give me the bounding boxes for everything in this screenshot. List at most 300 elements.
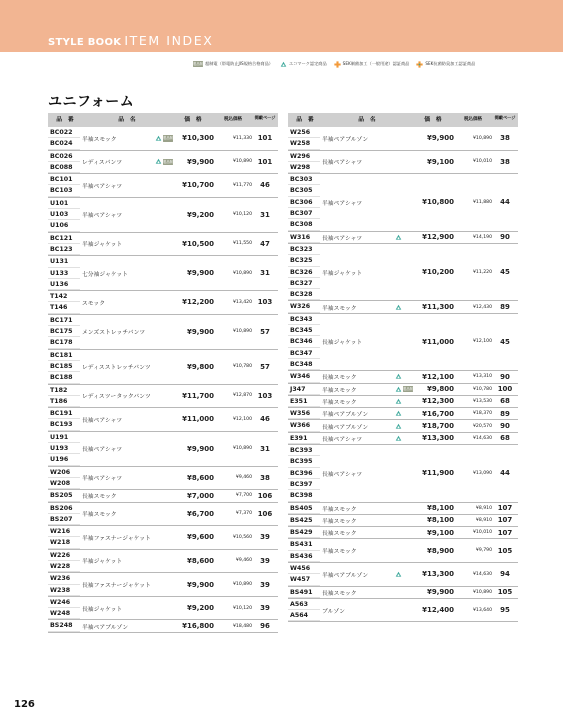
- col-header-code: 品 番: [296, 117, 314, 123]
- item-price: ¥10,700: [182, 181, 214, 190]
- table-row: [288, 445, 518, 502]
- item-page: 89: [500, 409, 510, 418]
- item-price: ¥12,400: [422, 606, 454, 615]
- table-row: [48, 127, 278, 151]
- item-tax-price: ¥8,910: [475, 517, 492, 523]
- item-name: 長袖スモック: [322, 590, 357, 597]
- item-code: BC185: [48, 361, 80, 372]
- item-name: 半袖スモック: [322, 506, 357, 513]
- item-price: ¥11,000: [182, 415, 214, 424]
- item-page: 106: [257, 491, 273, 500]
- item-code: BC303: [288, 174, 320, 185]
- item-price: ¥18,700: [422, 422, 454, 431]
- table-row: [288, 408, 518, 420]
- item-tax-price: ¥20,570: [473, 423, 492, 429]
- item-name: 長袖ペアブルゾン: [322, 424, 369, 431]
- table-row: [48, 408, 278, 432]
- item-code: A564: [288, 610, 320, 621]
- item-tax-price: ¥11,330: [233, 135, 252, 141]
- item-code: BC024: [48, 138, 80, 149]
- item-price: ¥12,100: [422, 372, 454, 381]
- item-code: W208: [48, 478, 80, 489]
- item-code: W216: [48, 526, 80, 537]
- table-row: [288, 527, 518, 539]
- item-code: BC348: [288, 359, 320, 370]
- item-code: BC323: [288, 244, 320, 255]
- item-page: 94: [500, 570, 510, 579]
- item-name: 半袖ジャケット: [82, 559, 123, 566]
- item-page: 101: [257, 134, 273, 143]
- item-code: BC347: [288, 348, 320, 359]
- item-name: 七分袖ジャケット: [82, 271, 128, 278]
- item-code: U133: [48, 268, 80, 279]
- col-header-price: 価 格: [184, 117, 202, 123]
- table-row: [288, 174, 518, 231]
- item-code: BC308: [288, 219, 320, 230]
- legend-item-sek-teal: [416, 61, 475, 68]
- item-code: BS425: [288, 515, 320, 526]
- item-code: BC346: [288, 336, 320, 347]
- table-row: [48, 597, 278, 621]
- item-name: 長袖ペアシャツ: [322, 160, 363, 167]
- item-tax-price: ¥13,090: [473, 470, 492, 476]
- item-code: BC306: [288, 197, 320, 208]
- item-name: 半袖ペアブルゾン: [322, 412, 369, 419]
- item-name: 長袖スモック: [322, 375, 357, 382]
- item-code: W258: [288, 138, 320, 149]
- col-header-price: 価 格: [424, 117, 442, 123]
- table-row: [48, 620, 278, 632]
- item-tax-price: ¥10,890: [233, 329, 252, 335]
- item-name: 長袖ジャケット: [82, 606, 123, 613]
- item-page: 90: [500, 233, 510, 242]
- eco-mark-icon: [395, 398, 402, 405]
- item-name: 半袖ジャケット: [322, 270, 363, 277]
- item-code: BS436: [288, 551, 320, 562]
- item-code: BC395: [288, 456, 320, 467]
- item-price: ¥9,100: [426, 528, 454, 537]
- item-tax-price: ¥18,370: [473, 411, 492, 417]
- item-name: スモック: [82, 300, 106, 307]
- item-name: 半袖ペアブルゾン: [322, 136, 369, 143]
- item-code: BC101: [48, 174, 80, 185]
- icon-legend: [193, 58, 482, 70]
- item-code: W246: [48, 597, 80, 608]
- eco-mark-icon: [395, 373, 402, 380]
- table-row: [288, 587, 518, 599]
- item-page: 46: [260, 415, 270, 424]
- item-name: 半袖ペアシャツ: [82, 183, 123, 190]
- item-code: BC305: [288, 185, 320, 196]
- item-tax-price: ¥7,370: [235, 511, 252, 517]
- sek-teal-icon: [416, 61, 423, 68]
- item-price: ¥9,900: [186, 444, 214, 453]
- item-page: 107: [497, 516, 513, 525]
- item-price: ¥16,800: [182, 622, 214, 631]
- item-tax-price: ¥10,890: [233, 582, 252, 588]
- eco-mark-icon: [280, 61, 287, 68]
- item-code: W346: [288, 371, 320, 382]
- eco-mark-icon: [395, 571, 402, 578]
- table-row: [48, 151, 278, 175]
- table-row: [48, 550, 278, 574]
- item-code: BC123: [48, 244, 80, 255]
- item-tax-price: ¥12,100: [473, 339, 492, 345]
- item-price: ¥8,100: [426, 516, 454, 525]
- item-tax-price: ¥7,700: [235, 493, 252, 499]
- col-header-code: 品 番: [56, 117, 74, 123]
- section-title: ユニフォーム: [48, 94, 135, 110]
- table-row: [288, 433, 518, 445]
- item-page: 31: [260, 210, 270, 219]
- item-name: レディスツータックパンツ: [82, 394, 151, 401]
- item-code: W356: [288, 408, 320, 419]
- item-code: BS405: [288, 503, 320, 514]
- item-table-right: [288, 113, 518, 622]
- item-page: 101: [257, 157, 273, 166]
- table-header: [48, 113, 278, 127]
- item-price: ¥13,300: [422, 570, 454, 579]
- item-name: ブルゾン: [322, 608, 345, 615]
- item-name: 長袖ペアシャツ: [82, 417, 123, 424]
- item-name: 半袖ペアブルゾン: [322, 572, 369, 579]
- eco-mark-icon: [395, 304, 402, 311]
- item-code: U193: [48, 443, 80, 454]
- col-header-page: 掲載ページ: [494, 114, 516, 120]
- item-page: 107: [497, 528, 513, 537]
- table-row: [288, 232, 518, 244]
- item-code: W226: [48, 550, 80, 561]
- item-page: 107: [497, 504, 513, 513]
- item-code: BS431: [288, 539, 320, 550]
- sek-orange-icon: [334, 61, 341, 68]
- item-tax-price: ¥12,100: [233, 416, 252, 422]
- eco-mark-icon: [395, 423, 402, 430]
- legend-label-fabric: 超制電（帯電防止JIS規格合格商品）: [205, 61, 273, 66]
- item-code: U191: [48, 432, 80, 443]
- item-code: J347: [288, 384, 320, 395]
- item-page: 103: [257, 391, 273, 400]
- item-page: 45: [500, 337, 510, 346]
- table-row: [288, 420, 518, 432]
- item-price: ¥11,000: [422, 337, 454, 346]
- table-row: [48, 291, 278, 315]
- item-page: 39: [260, 533, 270, 542]
- table-row: [288, 396, 518, 408]
- item-name: 長袖ペアシャツ: [82, 447, 123, 454]
- table-row: [288, 301, 518, 313]
- table-row: [288, 539, 518, 563]
- item-code: W236: [48, 573, 80, 584]
- item-code: T182: [48, 385, 80, 396]
- item-code: W326: [288, 301, 320, 312]
- item-name: メンズストレッチパンツ: [82, 330, 146, 337]
- table-row: [48, 256, 278, 291]
- legend-item-sek-orange: [334, 61, 410, 68]
- item-page: 95: [500, 606, 510, 615]
- item-code: BC103: [48, 185, 80, 196]
- item-name: 長袖スモック: [322, 531, 357, 538]
- item-tax-price: ¥10,560: [233, 534, 252, 540]
- item-page: 68: [500, 434, 510, 443]
- table-row: [48, 432, 278, 467]
- item-name: 半袖スモック: [322, 399, 357, 406]
- item-tax-price: ¥11,770: [233, 182, 252, 188]
- item-code: BC088: [48, 162, 80, 173]
- item-price: ¥9,800: [186, 362, 214, 371]
- table-body: [48, 127, 278, 633]
- item-price: ¥12,300: [422, 397, 454, 406]
- item-tax-price: ¥10,010: [473, 530, 492, 536]
- item-price: ¥9,900: [426, 134, 454, 143]
- item-name: 長袖ペアシャツ: [322, 235, 363, 242]
- item-code: BC398: [288, 490, 320, 501]
- table-row: [288, 244, 518, 301]
- item-name: レディスパンツ: [82, 160, 123, 167]
- table-row: [288, 371, 518, 383]
- item-page: 105: [497, 546, 513, 555]
- legend-label-sek-orange: SEK制菌加工（一般用途）認証商品: [342, 61, 410, 66]
- table-row: [288, 563, 518, 587]
- item-code: W218: [48, 537, 80, 548]
- table-body: [288, 127, 518, 622]
- eco-mark-icon: [395, 234, 402, 241]
- item-page: 105: [497, 588, 513, 597]
- item-tax-price: ¥18,480: [233, 623, 252, 629]
- item-tax-price: ¥13,530: [473, 398, 492, 404]
- item-code: E351: [288, 396, 320, 407]
- item-table-left: [48, 113, 278, 633]
- item-page: 57: [260, 327, 270, 336]
- item-tax-price: ¥9,460: [235, 475, 252, 481]
- item-price: ¥9,900: [186, 580, 214, 589]
- col-header-tax: 税込価格: [224, 117, 242, 122]
- item-page: 44: [500, 469, 510, 478]
- item-name: 長袖ファスナージャケット: [82, 583, 151, 590]
- item-price: ¥9,100: [426, 157, 454, 166]
- item-name: レディスストレッチパンツ: [82, 365, 151, 372]
- item-tax-price: ¥13,640: [473, 607, 492, 613]
- item-tax-price: ¥10,120: [233, 212, 252, 218]
- header-title: [48, 33, 213, 50]
- item-price: ¥10,300: [182, 134, 214, 143]
- table-row: [48, 503, 278, 527]
- item-price: ¥12,900: [422, 233, 454, 242]
- legend-item-eco: [280, 61, 327, 68]
- item-code: BC307: [288, 208, 320, 219]
- header-brand: STYLE BOOK: [48, 37, 122, 48]
- eco-mark-icon: [155, 158, 162, 165]
- item-page: 46: [260, 181, 270, 190]
- legend-label-eco: エコマーク認定商品: [288, 61, 327, 66]
- table-row: [288, 384, 518, 396]
- item-page: 90: [500, 422, 510, 431]
- item-tax-price: ¥10,120: [233, 605, 252, 611]
- item-code: E391: [288, 433, 320, 444]
- item-tax-price: ¥10,890: [233, 159, 252, 165]
- item-price: ¥8,600: [186, 556, 214, 565]
- item-page: 106: [257, 509, 273, 518]
- item-tax-price: ¥11,220: [473, 269, 492, 275]
- table-row: [48, 233, 278, 257]
- header-index-title: ITEM INDEX: [124, 33, 214, 48]
- item-tax-price: ¥12,870: [233, 393, 252, 399]
- item-tax-price: ¥9,790: [475, 548, 492, 554]
- item-price: ¥10,200: [422, 268, 454, 277]
- item-tax-price: ¥10,780: [473, 386, 492, 392]
- item-code: W457: [288, 574, 320, 585]
- item-code: U196: [48, 454, 80, 465]
- item-code: U136: [48, 279, 80, 290]
- item-name: 長袖スモック: [82, 494, 117, 501]
- fabric-badge-icon: 製品制: [193, 61, 203, 66]
- item-price: ¥9,900: [186, 157, 214, 166]
- item-name: 半袖ペアシャツ: [82, 213, 123, 220]
- item-price: ¥16,700: [422, 409, 454, 418]
- item-name: 半袖スモック: [322, 387, 357, 394]
- table-row: [48, 198, 278, 233]
- item-page: 39: [260, 604, 270, 613]
- item-code: BC396: [288, 468, 320, 479]
- item-code: W316: [288, 232, 320, 243]
- item-tax-price: ¥10,780: [233, 364, 252, 370]
- item-price: ¥11,900: [422, 469, 454, 478]
- item-price: ¥9,900: [426, 588, 454, 597]
- item-code: W228: [48, 561, 80, 572]
- fabric-badge-icon: 製品制: [403, 386, 413, 391]
- item-page: 103: [257, 298, 273, 307]
- item-tax-price: ¥10,890: [233, 446, 252, 452]
- table-row: [288, 599, 518, 623]
- item-code: T186: [48, 396, 80, 407]
- item-price: ¥9,900: [186, 327, 214, 336]
- item-code: BC022: [48, 127, 80, 138]
- item-price: ¥9,900: [186, 269, 214, 278]
- item-price: ¥7,000: [186, 491, 214, 500]
- item-code: BS248: [48, 620, 80, 631]
- table-row: [48, 467, 278, 491]
- table-row: [288, 127, 518, 151]
- item-price: ¥9,600: [186, 533, 214, 542]
- eco-mark-icon: [395, 435, 402, 442]
- table-row: [288, 515, 518, 527]
- table-row: [288, 314, 518, 371]
- legend-item-fabric: [193, 61, 273, 68]
- table-row: [288, 151, 518, 175]
- item-code: BC175: [48, 326, 80, 337]
- item-tax-price: ¥14,190: [473, 234, 492, 240]
- table-row: [48, 385, 278, 409]
- item-tax-price: ¥14,630: [473, 435, 492, 441]
- item-name: 半袖スモック: [82, 512, 117, 519]
- item-name: 長袖ジャケット: [322, 340, 363, 347]
- eco-mark-icon: [395, 410, 402, 417]
- item-page: 39: [260, 580, 270, 589]
- item-tax-price: ¥14,630: [473, 571, 492, 577]
- item-page: 39: [260, 556, 270, 565]
- item-tax-price: ¥11,880: [473, 199, 492, 205]
- item-code: W298: [288, 162, 320, 173]
- item-code: W366: [288, 420, 320, 431]
- item-price: ¥12,200: [182, 298, 214, 307]
- item-tax-price: ¥10,010: [473, 159, 492, 165]
- item-tax-price: ¥10,890: [473, 135, 492, 141]
- item-name: 半袖ペアシャツ: [82, 476, 123, 483]
- item-code: BS207: [48, 514, 80, 525]
- item-code: T142: [48, 291, 80, 302]
- item-page: 31: [260, 444, 270, 453]
- item-code: BC193: [48, 419, 80, 430]
- item-code: BC191: [48, 408, 80, 419]
- item-code: BC328: [288, 289, 320, 300]
- item-code: A563: [288, 599, 320, 610]
- item-code: W256: [288, 127, 320, 138]
- item-code: BC326: [288, 267, 320, 278]
- table-row: [48, 315, 278, 350]
- item-code: W238: [48, 585, 80, 596]
- item-code: BC188: [48, 372, 80, 383]
- item-price: ¥9,800: [426, 385, 454, 394]
- item-price: ¥8,900: [426, 546, 454, 555]
- item-page: 31: [260, 269, 270, 278]
- item-price: ¥10,500: [182, 239, 214, 248]
- item-code: BC121: [48, 233, 80, 244]
- item-tax-price: ¥11,550: [233, 241, 252, 247]
- item-price: ¥10,800: [422, 198, 454, 207]
- item-code: W296: [288, 151, 320, 162]
- item-code: T146: [48, 302, 80, 313]
- item-name: 半袖スモック: [82, 136, 117, 143]
- item-code: U106: [48, 220, 80, 231]
- item-code: BC343: [288, 314, 320, 325]
- page-number: 126: [14, 699, 35, 710]
- table-row: [288, 503, 518, 515]
- item-name: 半袖ペアシャツ: [322, 200, 363, 207]
- col-header-tax: 税込価格: [464, 117, 482, 122]
- item-name: 半袖スモック: [322, 305, 357, 312]
- fabric-badge-icon: 製品制: [163, 159, 173, 164]
- legend-label-sek-teal: SEK抗菌防臭加工認証商品: [425, 61, 476, 66]
- item-price: ¥8,600: [186, 473, 214, 482]
- item-code: BC393: [288, 445, 320, 456]
- item-price: ¥11,300: [422, 303, 454, 312]
- item-name: 半袖ペアブルゾン: [82, 624, 129, 631]
- item-page: 90: [500, 372, 510, 381]
- item-page: 38: [260, 473, 270, 482]
- item-code: U131: [48, 256, 80, 267]
- item-price: ¥9,200: [186, 604, 214, 613]
- item-tax-price: ¥13,310: [473, 374, 492, 380]
- item-code: BC171: [48, 315, 80, 326]
- item-code: U101: [48, 198, 80, 209]
- item-code: BC345: [288, 325, 320, 336]
- item-page: 68: [500, 397, 510, 406]
- item-price: ¥13,300: [422, 434, 454, 443]
- item-code: BC325: [288, 255, 320, 266]
- item-tax-price: ¥9,460: [235, 558, 252, 564]
- fabric-badge-icon: 製品制: [163, 136, 173, 141]
- item-page: 100: [497, 385, 513, 394]
- item-page: 96: [260, 622, 270, 631]
- item-code: U103: [48, 209, 80, 220]
- item-page: 45: [500, 268, 510, 277]
- item-tax-price: ¥12,430: [473, 304, 492, 310]
- item-name: 半袖スモック: [322, 518, 357, 525]
- item-code: BC327: [288, 278, 320, 289]
- item-code: BS491: [288, 587, 320, 598]
- item-price: ¥8,100: [426, 504, 454, 513]
- item-price: ¥9,200: [186, 210, 214, 219]
